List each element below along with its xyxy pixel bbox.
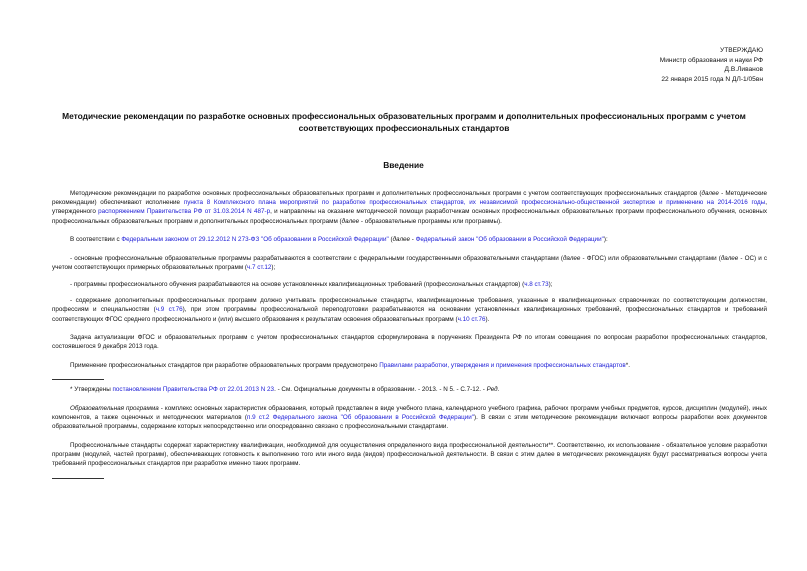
text-run: ): xyxy=(603,236,608,244)
approval-position: Министр образования и науки РФ xyxy=(659,56,763,64)
paragraph-federal-law xyxy=(52,235,767,244)
text-run: , и направлены на оказание методической помощи разработчикам основных профессиональных образовательных программ профессионального обучения, основных профессиональных образовательных программ и дополнительных профессиональных программ ( xyxy=(52,208,767,225)
link-federal-law-education[interactable]: Федеральный закон "Об образовании в Российской Федерации" xyxy=(415,236,604,244)
list-item-additional-programs xyxy=(52,296,767,324)
text-run: ), при этом программы профессиональной переподготовки разрабатываются на основании установленных квалификационных требований, профессиональных стандартов и требований соответствующих ФГОС среднего профессионального и (или) высшего образования к результатам освоения образовательных программ ( xyxy=(52,306,767,323)
text-run: - образовательные программы или программы). xyxy=(359,217,502,225)
paragraph-professional-standards: Профессиональные стандарты содержат характеристику квалификации, необходимой для осуществления определенного вида профессиональной деятельности**. Соответственно, их использование - обязательное условие разработки программ (модулей, частей программ), обеспечивающих готовность к выполнению того или иного вида (видов) профессиональной деятельности. В связи с этим далее в методических рекомендациях будут рассматриваться вопросы учета требований профессиональных стандартов при разработке именно таких программ. xyxy=(52,441,767,468)
approval-signatory: Д.В.Ливанов xyxy=(724,66,763,74)
text-run: * Утверждены xyxy=(70,386,113,394)
text-run: - основные профессиональные образовательные программы разрабатываются в соответствии с федеральными государственными образовательными стандартами ( xyxy=(70,254,563,262)
text-run: - комплекс основных характеристик образования, который представлен в виде учебного плана, календарного учебного графика, рабочих программ учебных предметов, курсов, дисциплин (модулей), иных компонентов, а также оценочных и методических материалов ( xyxy=(52,404,767,422)
text-run: , утвержденного xyxy=(52,199,767,216)
text-run: ( xyxy=(388,236,393,244)
link-standards-rules[interactable]: Правилами разработки, утверждения и применения профессиональных стандартов xyxy=(379,361,626,369)
link-complex-plan-item-8[interactable]: пункта 8 Комплексного плана мероприятий по разработке профессиональных стандартов, их независимой профессионально-общественной экспертизе и применению на 2014-2016 годы xyxy=(183,199,766,207)
text-run: ); xyxy=(548,280,553,288)
paragraph-application xyxy=(52,361,767,370)
link-part10-art76[interactable]: ч.10 ст.76 xyxy=(457,315,486,323)
paragraph-program-definition xyxy=(52,404,767,432)
link-government-order-487[interactable]: распоряжением Правительства РФ от 31.03.2014 N 487-р xyxy=(98,208,271,216)
text-run: ); xyxy=(271,263,276,271)
text-run: далее xyxy=(392,236,411,244)
text-run: Применение профессиональных стандартов при разработке образовательных программ предусмотрено xyxy=(70,361,380,369)
text-run: ). xyxy=(485,315,490,323)
text-run: - Методические рекомендации) обеспечивают исполнение xyxy=(52,190,768,207)
link-part8-art73[interactable]: ч.8 ст.73 xyxy=(524,280,549,288)
link-resolution-23[interactable]: постановлением Правительства РФ от 22.01.2013 N 23 xyxy=(112,386,275,394)
link-federal-law-273[interactable]: Федеральным законом от 29.12.2012 N 273-ФЗ "Об образовании в Российской Федерации" xyxy=(121,236,389,244)
text-run: *. xyxy=(625,361,630,369)
text-run: далее xyxy=(562,254,581,262)
text-run: Методические рекомендации по разработке основных профессиональных образовательных программ и дополнительных профессиональных программ с учетом соответствующих профессиональных стандартов ( xyxy=(70,190,702,197)
document-body xyxy=(52,189,767,484)
document-title: Методические рекомендации по разработке основных профессиональных образовательных программ и дополнительных профессиональных программ с учетом соответствующих профессиональных стандартов xyxy=(62,111,746,133)
text-run: далее xyxy=(701,190,719,197)
text-run: - программы профессионального обучения разрабатываются на основе установленных квалификационных требований (профессиональных стандартов) ( xyxy=(70,280,525,288)
footnote-separator xyxy=(52,379,104,380)
text-run: . - См. Официальные документы в образовании. - 2013. - N 5. - С.7-12. - xyxy=(274,386,487,394)
list-item-vocational-training xyxy=(52,280,767,289)
link-part9-art76[interactable]: ч.9 ст.76 xyxy=(155,306,183,314)
text-run: Ред. xyxy=(486,386,500,394)
footnote-separator xyxy=(52,478,104,479)
text-run: В соответствии с xyxy=(70,236,122,244)
link-part7-art12[interactable]: ч.7 ст.12 xyxy=(247,263,272,271)
approval-stamp: УТВЕРЖДАЮ xyxy=(720,47,763,54)
text-run: - ФГОС) или образовательными стандартами ( xyxy=(580,254,721,262)
link-federal-law-education-2[interactable]: Федерального закона "Об образовании в Российской Федерации" xyxy=(272,414,475,422)
approval-date: 22 января 2015 года N ДЛ-1/05вн xyxy=(661,75,763,83)
term: Образовательная программа xyxy=(70,404,159,412)
text-run: далее xyxy=(341,217,360,225)
paragraph-intro xyxy=(52,189,767,226)
list-item-basic-programs xyxy=(52,254,767,272)
text-run: - ОС) и с учетом соответствующих примерных образовательных программ ( xyxy=(52,254,767,271)
footnote xyxy=(52,385,767,394)
section-heading: Введение xyxy=(383,160,424,170)
paragraph-fgos-task: Задача актуализации ФГОС и образовательных программ с учетом профессиональных стандартов сформулирована в поручениях Президента РФ по итогам совещания по вопросам разработки профессиональных стандартов, состоявшегося 9 декабря 2013 года. xyxy=(52,334,767,351)
link-clause9-art2[interactable]: п.9 ст.2 xyxy=(246,414,270,422)
text-run: далее xyxy=(720,254,739,262)
approval-block xyxy=(660,46,763,84)
text-run: - xyxy=(410,236,416,244)
text-run: ). В связи с этим методические рекомендации включают вопросы разработки всех документов образовательной программы, содержание которых непосредственно или опосредованно связано с профессиональными стандартами. xyxy=(52,414,768,431)
text-run: - содержание дополнительных профессиональных программ должно учитывать профессиональные стандарты, квалификационные требования, указанные в квалификационных справочниках по соответствующим должностям, профессиям и специальностям ( xyxy=(52,297,767,314)
